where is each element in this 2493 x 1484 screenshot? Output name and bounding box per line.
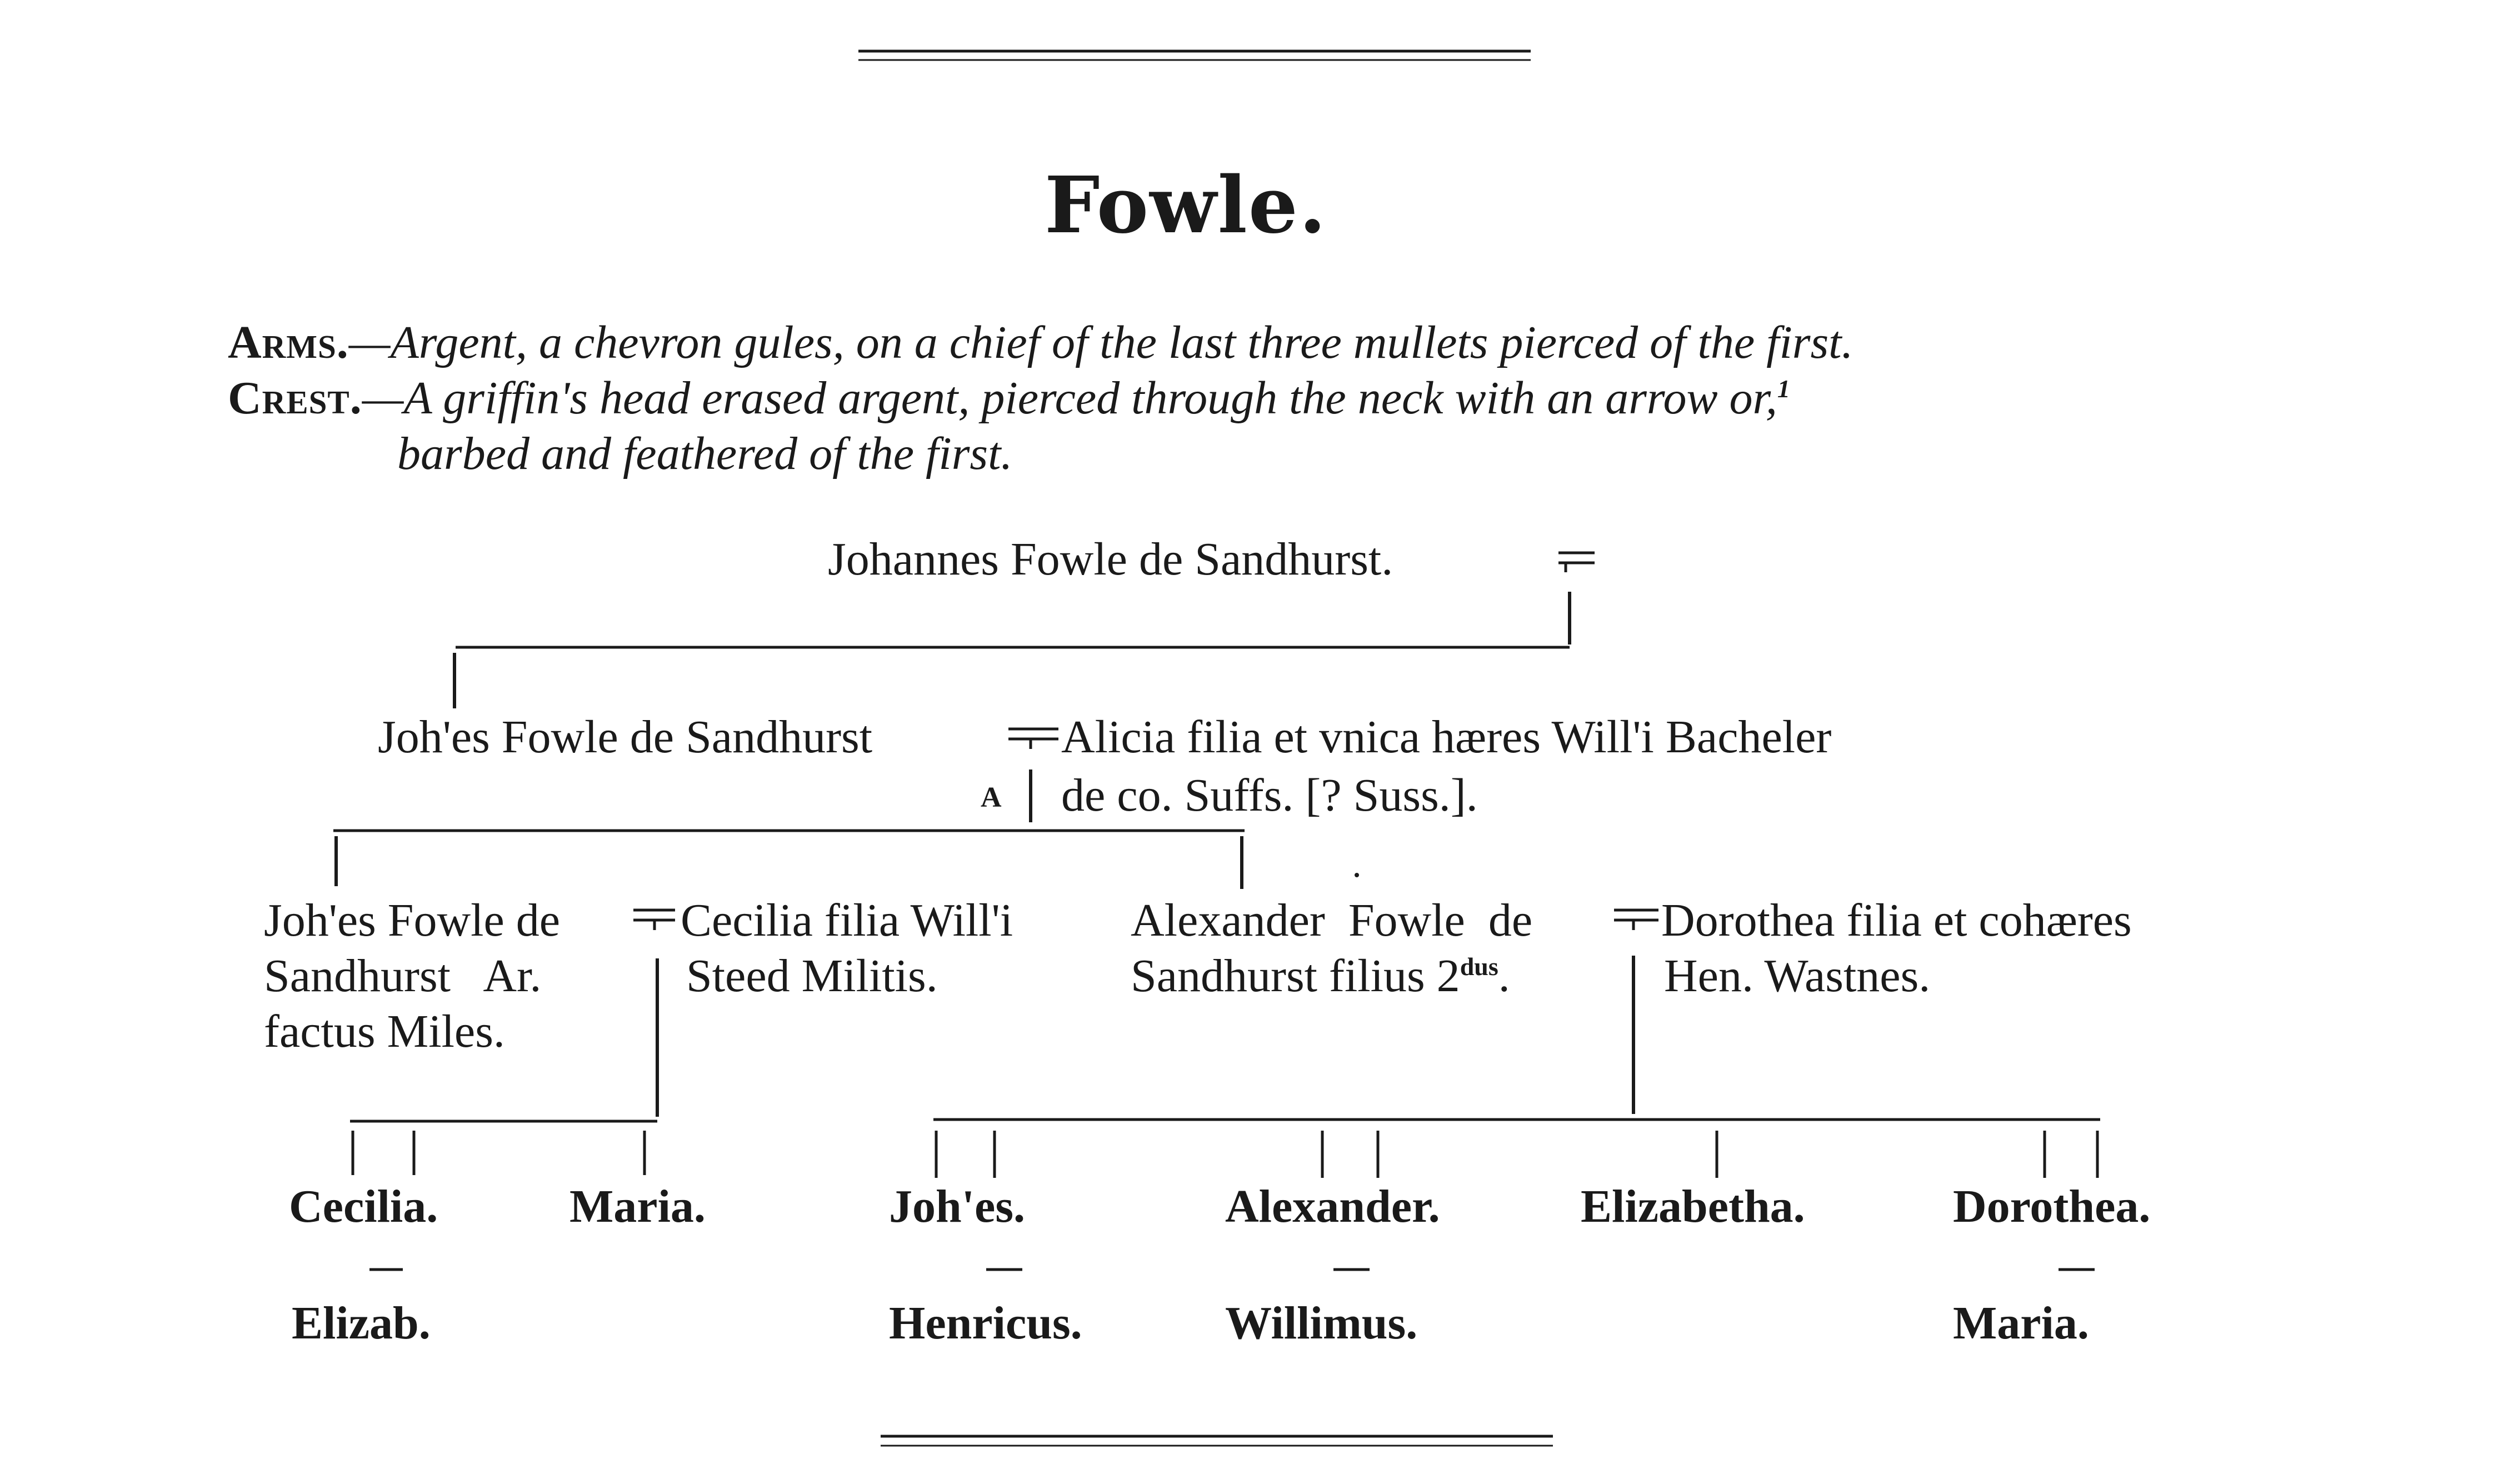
child-maria-a: Maria. [569,1181,706,1232]
child-johes: Joh'es. [889,1181,1026,1232]
gen3b-husband-end: . [1498,950,1510,1002]
child-cecilia: Cecilia. [289,1181,438,1232]
gen3b-husband-line2-text: Sandhurst filius 2 [1131,950,1460,1002]
gen3b-husband-line2 [1131,950,1510,1002]
gen2-wife-line1: Alicia filia et vnica hæres Will'i Bacheler [1061,711,1832,763]
arms-text: —Argent, a chevron gules, on a chief of the last three mullets pierced of the first. [348,317,1853,368]
arms-label: Arms. [228,317,349,368]
gen3b-husband-superscript: dus [1460,952,1498,981]
crest-footnote-mark: 1 [1777,374,1790,403]
gen3a-husband-line3: factus Miles. [264,1006,505,1057]
gen3a-husband-line1: Joh'es Fowle de [264,895,561,946]
page-title: Fowle. [1045,160,1327,251]
child-elizabetha: Elizabetha. [1581,1181,1805,1232]
gen2-husband: Joh'es Fowle de Sandhurst [378,711,873,763]
child-dorothea: Dorothea. [1953,1181,2151,1232]
gen3b-wife-line2: Hen. Wastnes. [1664,950,1931,1002]
gen3b-husband-line1: Alexander Fowle de [1131,895,1533,946]
gen3a-wife-line1: Cecilia filia Will'i [681,895,1013,946]
ink-speck [1355,873,1359,877]
child-elizab: Elizab. [292,1297,431,1349]
gen3b-wife-line1: Dorothea filia et cohæres [1661,895,2132,946]
crest-label: Crest. [228,372,362,424]
gen1-name: Johannes Fowle de Sandhurst. [828,533,1393,585]
arms-line [228,319,1853,366]
child-henricus: Henricus. [889,1297,1082,1349]
child-maria-b: Maria. [1953,1297,2089,1349]
child-willimus: Willimus. [1225,1297,1418,1349]
gen2-marker: A [981,782,1002,813]
gen2-wife-line2: de co. Suffs. [? Suss.]. [1061,770,1478,821]
crest-line [228,372,1790,424]
crest-text: —A griffin's head erased argent, pierced through the neck with an arrow or, [362,372,1777,424]
crest-line-2: barbed and feathered of the first. [397,428,1013,479]
gen3a-wife-line2: Steed Militis. [686,950,938,1002]
gen3a-husband-line2: Sandhurst Ar. [264,950,542,1002]
child-alexander: Alexander. [1225,1181,1440,1232]
